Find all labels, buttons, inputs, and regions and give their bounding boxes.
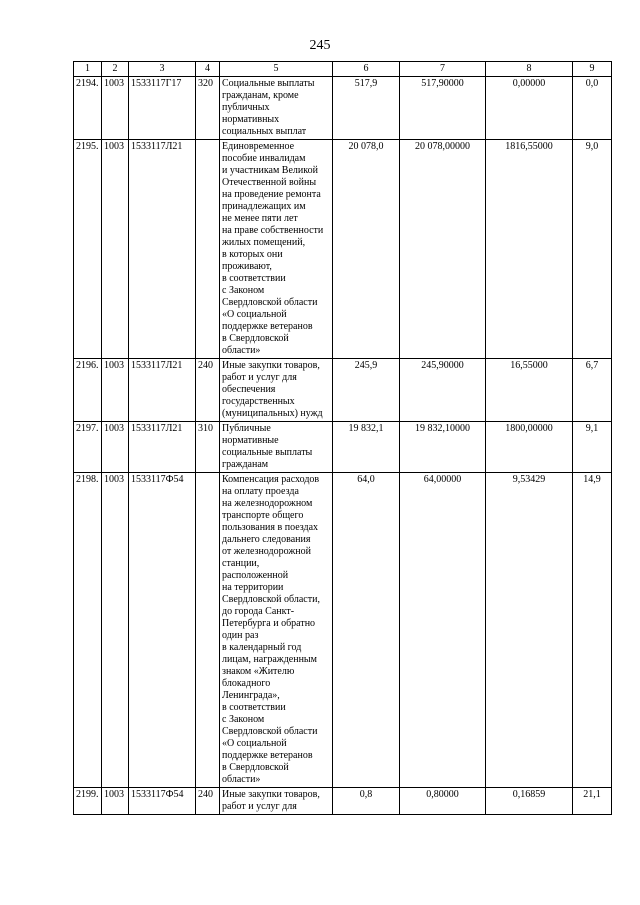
item-name-line: Свердловской области	[222, 297, 318, 308]
item-name-line: до города Санкт-	[222, 606, 295, 617]
item-name-line: области»	[222, 345, 261, 356]
value-col-9: 9,0	[573, 140, 612, 359]
value-col-8: 1800,00000	[486, 422, 573, 473]
column-header: 1	[74, 62, 102, 77]
item-name-line: Ленинграда»,	[222, 690, 280, 701]
expense-type-code: 320	[196, 77, 220, 140]
item-name	[220, 140, 333, 359]
target-article-code: 1533117Л21	[129, 422, 196, 473]
expense-type-code: 240	[196, 788, 220, 815]
item-name	[220, 359, 333, 422]
item-name-line: поддержке ветеранов	[222, 321, 313, 332]
value-col-6: 0,8	[333, 788, 400, 815]
item-name-line: Единовременное	[222, 141, 295, 152]
item-name-line: Петербурга и обратно	[222, 618, 316, 629]
column-header: 6	[333, 62, 400, 77]
target-article-code: 1533117Л21	[129, 140, 196, 359]
value-col-6: 19 832,1	[333, 422, 400, 473]
item-name-line: социальные выплаты	[222, 447, 313, 458]
item-name-line: на железнодорожном	[222, 498, 313, 509]
row-number: 2195.	[74, 140, 102, 359]
page-number: 245	[309, 38, 331, 53]
expense-type-code: 310	[196, 422, 220, 473]
item-name-line: нормативные	[222, 435, 279, 446]
value-col-9: 14,9	[573, 473, 612, 788]
item-name-line: в Свердловской	[222, 762, 289, 773]
item-name	[220, 422, 333, 473]
column-header: 3	[129, 62, 196, 77]
item-name-line: дальнего следования	[222, 534, 311, 545]
item-name-line: станции,	[222, 558, 260, 569]
value-col-8: 0,16859	[486, 788, 573, 815]
item-name-line: на праве собственности	[222, 225, 324, 236]
item-name-line: социальных выплат	[222, 126, 307, 137]
item-name-line: расположенной	[222, 570, 289, 581]
item-name-line: гражданам, кроме	[222, 90, 299, 101]
item-name-line: пользования в поездах	[222, 522, 319, 533]
table-header-row	[74, 62, 612, 77]
section-code: 1003	[102, 140, 129, 359]
item-name-line: (муниципальных) нужд	[222, 408, 323, 419]
table-row	[74, 359, 612, 422]
item-name-line: Отечественной войны	[222, 177, 317, 188]
table-body	[74, 77, 612, 815]
item-name-line: в Свердловской	[222, 333, 289, 344]
section-code: 1003	[102, 77, 129, 140]
item-name-line: от железнодорожной	[222, 546, 311, 557]
item-name-line: и участникам Великой	[222, 165, 318, 176]
value-col-9: 9,1	[573, 422, 612, 473]
item-name-line: в календарный год	[222, 642, 302, 653]
item-name-line: в соответствии	[222, 273, 286, 284]
item-name-line: проживают,	[222, 261, 272, 272]
item-name-line: обеспечения	[222, 384, 276, 395]
item-name-line: работ и услуг для	[222, 801, 297, 812]
item-name-line: области»	[222, 774, 261, 785]
item-name-line: Компенсация расходов	[222, 474, 320, 485]
item-name-line: лицам, награжденным	[222, 654, 317, 665]
item-name-line: государственных	[222, 396, 295, 407]
item-name-line: на оплату проезда	[222, 486, 299, 497]
section-code: 1003	[102, 422, 129, 473]
section-code: 1003	[102, 788, 129, 815]
table-row	[74, 473, 612, 788]
row-number: 2197.	[74, 422, 102, 473]
item-name-line: нормативных	[222, 114, 280, 125]
section-code: 1003	[102, 359, 129, 422]
item-name-line: в которых они	[222, 249, 283, 260]
value-col-7: 20 078,00000	[400, 140, 486, 359]
value-col-8: 1816,55000	[486, 140, 573, 359]
value-col-9: 0,0	[573, 77, 612, 140]
item-name-line: публичных	[222, 102, 270, 113]
item-name-line: Иные закупки товаров,	[222, 789, 320, 800]
row-number: 2198.	[74, 473, 102, 788]
item-name-line: на территории	[222, 582, 284, 593]
value-col-9: 21,1	[573, 788, 612, 815]
item-name	[220, 788, 333, 815]
row-number: 2194.	[74, 77, 102, 140]
item-name-line: работ и услуг для	[222, 372, 297, 383]
value-col-6: 517,9	[333, 77, 400, 140]
expense-type-code	[196, 140, 220, 359]
item-name-line: знаком «Жителю	[222, 666, 295, 677]
target-article-code: 1533117Л21	[129, 359, 196, 422]
item-name-line: Иные закупки товаров,	[222, 360, 320, 371]
item-name-line: Публичные	[222, 423, 271, 434]
item-name-line: один раз	[222, 630, 259, 641]
value-col-8: 9,53429	[486, 473, 573, 788]
item-name-line: не менее пяти лет	[222, 213, 298, 224]
item-name-line: с Законом	[222, 714, 265, 725]
table-row	[74, 422, 612, 473]
value-col-8: 16,55000	[486, 359, 573, 422]
column-header: 4	[196, 62, 220, 77]
value-col-7: 517,90000	[400, 77, 486, 140]
item-name-line: блокадного	[222, 678, 271, 689]
value-col-7: 19 832,10000	[400, 422, 486, 473]
target-article-code: 1533117Ф54	[129, 788, 196, 815]
column-header: 8	[486, 62, 573, 77]
value-col-6: 245,9	[333, 359, 400, 422]
item-name-line: пособие инвалидам	[222, 153, 306, 164]
target-article-code: 1533117Г17	[129, 77, 196, 140]
item-name-line: поддержке ветеранов	[222, 750, 313, 761]
item-name-line: жилых помещений,	[222, 237, 306, 248]
budget-table	[73, 61, 612, 815]
item-name-line: принадлежащих им	[222, 201, 306, 212]
item-name-line: «О социальной	[222, 738, 287, 749]
value-col-8: 0,00000	[486, 77, 573, 140]
expense-type-code: 240	[196, 359, 220, 422]
target-article-code: 1533117Ф54	[129, 473, 196, 788]
item-name-line: транспорте общего	[222, 510, 304, 521]
row-number: 2199.	[74, 788, 102, 815]
table-row	[74, 77, 612, 140]
value-col-7: 64,00000	[400, 473, 486, 788]
item-name	[220, 77, 333, 140]
value-col-7: 245,90000	[400, 359, 486, 422]
item-name-line: Свердловской области	[222, 726, 318, 737]
table-row	[74, 788, 612, 815]
value-col-6: 20 078,0	[333, 140, 400, 359]
item-name-line: гражданам	[222, 459, 269, 470]
item-name-line: Свердловской области,	[222, 594, 320, 605]
section-code: 1003	[102, 473, 129, 788]
item-name-line: с Законом	[222, 285, 265, 296]
item-name-line: на проведение ремонта	[222, 189, 321, 200]
item-name	[220, 473, 333, 788]
column-header: 7	[400, 62, 486, 77]
column-header: 5	[220, 62, 333, 77]
table-row	[74, 140, 612, 359]
column-header: 2	[102, 62, 129, 77]
column-header: 9	[573, 62, 612, 77]
value-col-7: 0,80000	[400, 788, 486, 815]
item-name-line: Социальные выплаты	[222, 78, 315, 89]
item-name-line: «О социальной	[222, 309, 287, 320]
expense-type-code	[196, 473, 220, 788]
value-col-6: 64,0	[333, 473, 400, 788]
item-name-line: в соответствии	[222, 702, 286, 713]
value-col-9: 6,7	[573, 359, 612, 422]
row-number: 2196.	[74, 359, 102, 422]
